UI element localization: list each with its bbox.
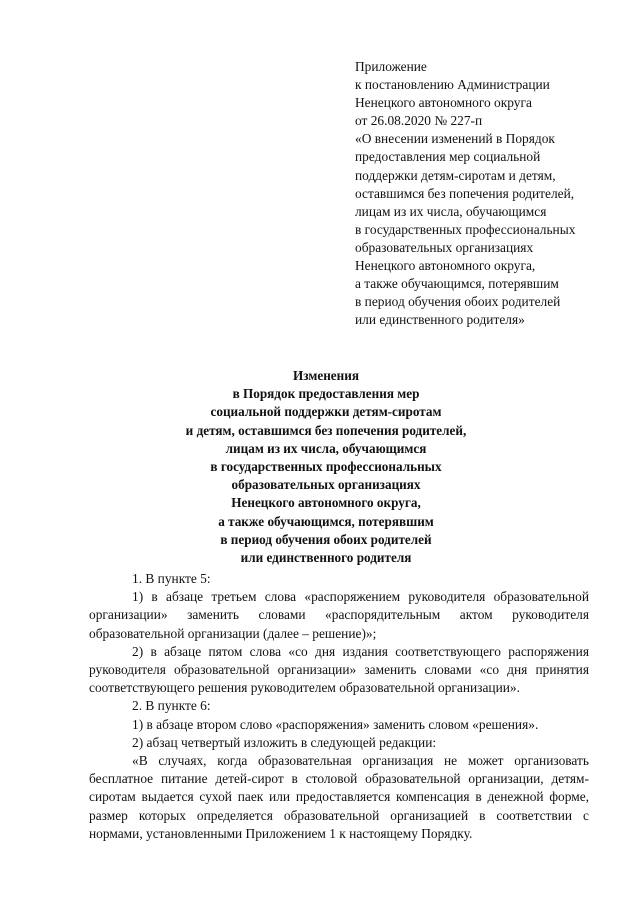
appendix-line: Ненецкого автономного округа bbox=[355, 95, 532, 111]
document-body bbox=[89, 570, 589, 843]
paragraph: 1) в абзаце третьем слова «распоряжением руководителя образовательной организации» заменить словами «распорядительным актом руководителя образовательной организации (далее – решение)»; bbox=[89, 589, 589, 641]
title-line: в период обучения обоих родителей bbox=[220, 531, 432, 547]
title-line: и детям, оставшимся без попечения родителей, bbox=[185, 422, 467, 438]
paragraph: 2) абзац четвертый изложить в следующей редакции: bbox=[132, 734, 437, 750]
appendix-line: предоставления мер социальной bbox=[355, 149, 541, 165]
item-heading: 2. В пункте 6: bbox=[132, 698, 211, 714]
appendix-line: оставшимся без попечения родителей, bbox=[355, 185, 575, 201]
appendix-line: Приложение bbox=[355, 59, 427, 74]
appendix-line: в период обучения обоих родителей bbox=[355, 294, 561, 310]
quoted-paragraph: «В случаях, когда образовательная организация не может организовать бесплатное питание детей-сирот в столовой образовательной организации, детям-сиротам выдается сухой паек или предоставляется компенсация в денежной форме, размер которых определяется образовательной организацией в соответствии с нормами, установленными Приложением 1 к настоящему Порядку. bbox=[89, 753, 589, 841]
title-line: в Порядок предоставления мер bbox=[232, 386, 420, 402]
title-line: в государственных профессиональных bbox=[210, 459, 442, 475]
appendix-line: поддержки детям-сиротам и детям, bbox=[355, 167, 556, 183]
appendix-header bbox=[355, 58, 635, 329]
title-line: лицам из их числа, обучающимся bbox=[225, 440, 427, 456]
title-line: или единственного родителя bbox=[240, 550, 412, 566]
appendix-line: образовательных организациях bbox=[355, 239, 534, 255]
title-line: Изменения bbox=[293, 368, 359, 383]
appendix-line: от 26.08.2020 № 227-п bbox=[355, 113, 483, 129]
appendix-line: к постановлению Администрации bbox=[355, 77, 550, 93]
title-line: а также обучающимся, потерявшим bbox=[218, 513, 434, 529]
appendix-line: или единственного родителя» bbox=[355, 312, 525, 328]
paragraph: 2) в абзаце пятом слова «со дня издания соответствующего распоряжения руководителя образовательной организации» заменить словами «со дня принятия соответствующего решения руководителем образовательной организации». bbox=[89, 643, 589, 696]
appendix-line: в государственных профессиональных bbox=[355, 221, 576, 237]
item-heading: 1. В пункте 5: bbox=[132, 571, 211, 586]
appendix-line: «О внесении изменений в Порядок bbox=[355, 131, 555, 147]
title-line: образовательных организациях bbox=[231, 477, 421, 493]
appendix-line: а также обучающимся, потерявшим bbox=[355, 276, 559, 292]
title-line: Ненецкого автономного округа, bbox=[231, 495, 421, 511]
appendix-line: Ненецкого автономного округа, bbox=[355, 258, 536, 274]
appendix-line: лицам из их числа, обучающимся bbox=[355, 203, 547, 219]
title-line: социальной поддержки детям-сиротам bbox=[210, 404, 442, 420]
paragraph: 1) в абзаце втором слово «распоряжения» заменить словом «решения». bbox=[132, 716, 539, 732]
document-title bbox=[96, 367, 556, 567]
